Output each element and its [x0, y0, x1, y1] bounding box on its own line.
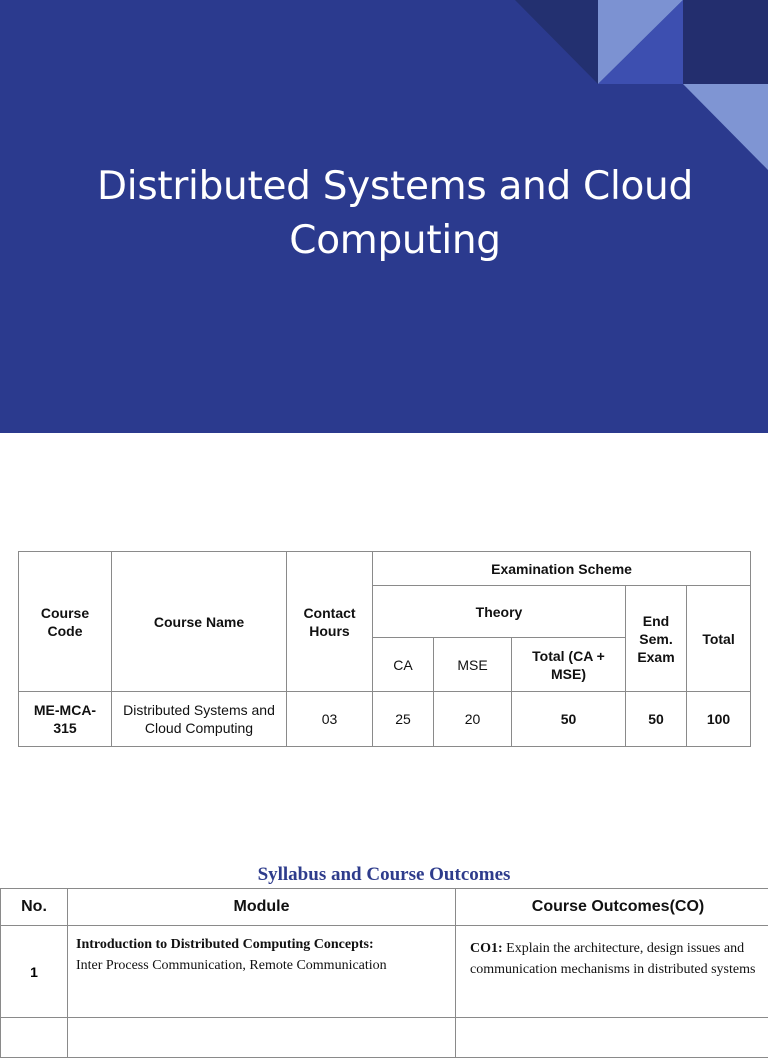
- header-course-name: Course Name: [112, 552, 287, 692]
- course-outcome-cell: [456, 926, 768, 1018]
- cell-theory-total: 50: [512, 692, 626, 747]
- deco-square-dark: [683, 0, 768, 84]
- cell-mse: 20: [434, 692, 512, 747]
- header-end-sem-exam: End Sem. Exam: [626, 586, 687, 692]
- header-contact-hours: Contact Hours: [287, 552, 373, 692]
- header-ca: CA: [373, 638, 434, 692]
- co-text: Explain the architecture, design issues and communication mechanisms in distributed systems: [470, 941, 755, 977]
- cell-ca: 25: [373, 692, 434, 747]
- column-header-module: Module: [68, 889, 456, 926]
- column-header-no: No.: [1, 889, 68, 926]
- cell-course-code: ME-MCA-315: [19, 692, 112, 747]
- column-header-course-outcomes: Course Outcomes(CO): [456, 889, 768, 926]
- syllabus-heading: Syllabus and Course Outcomes: [0, 862, 768, 888]
- deco-triangle-dark: [515, 0, 598, 84]
- table-row: [19, 692, 751, 747]
- header-course-code: Course Code: [19, 552, 112, 692]
- header-examination-scheme: Examination Scheme: [373, 552, 751, 586]
- exam-scheme-table: [18, 551, 751, 747]
- row-number: 1: [1, 926, 68, 1018]
- cell-total: 100: [687, 692, 751, 747]
- co-label: CO1:: [470, 941, 503, 956]
- deco-triangle-light-lower: [683, 84, 768, 170]
- cell-course-name: Distributed Systems and Cloud Computing: [112, 692, 287, 747]
- slide-title: Distributed Systems and Cloud Computing: [40, 160, 750, 268]
- module-cell: [68, 926, 456, 1018]
- cell-contact-hours: 03: [287, 692, 373, 747]
- header-theory-total: Total (CA + MSE): [512, 638, 626, 692]
- syllabus-table: [0, 888, 768, 1058]
- header-theory: Theory: [373, 586, 626, 638]
- header-mse: MSE: [434, 638, 512, 692]
- cell-end-sem-exam: 50: [626, 692, 687, 747]
- module-body: Inter Process Communication, Remote Communication: [76, 958, 387, 973]
- module-title: Introduction to Distributed Computing Concepts:: [76, 934, 447, 955]
- title-slide: [0, 0, 768, 433]
- header-total: Total: [687, 586, 751, 692]
- table-row: [1, 926, 768, 1018]
